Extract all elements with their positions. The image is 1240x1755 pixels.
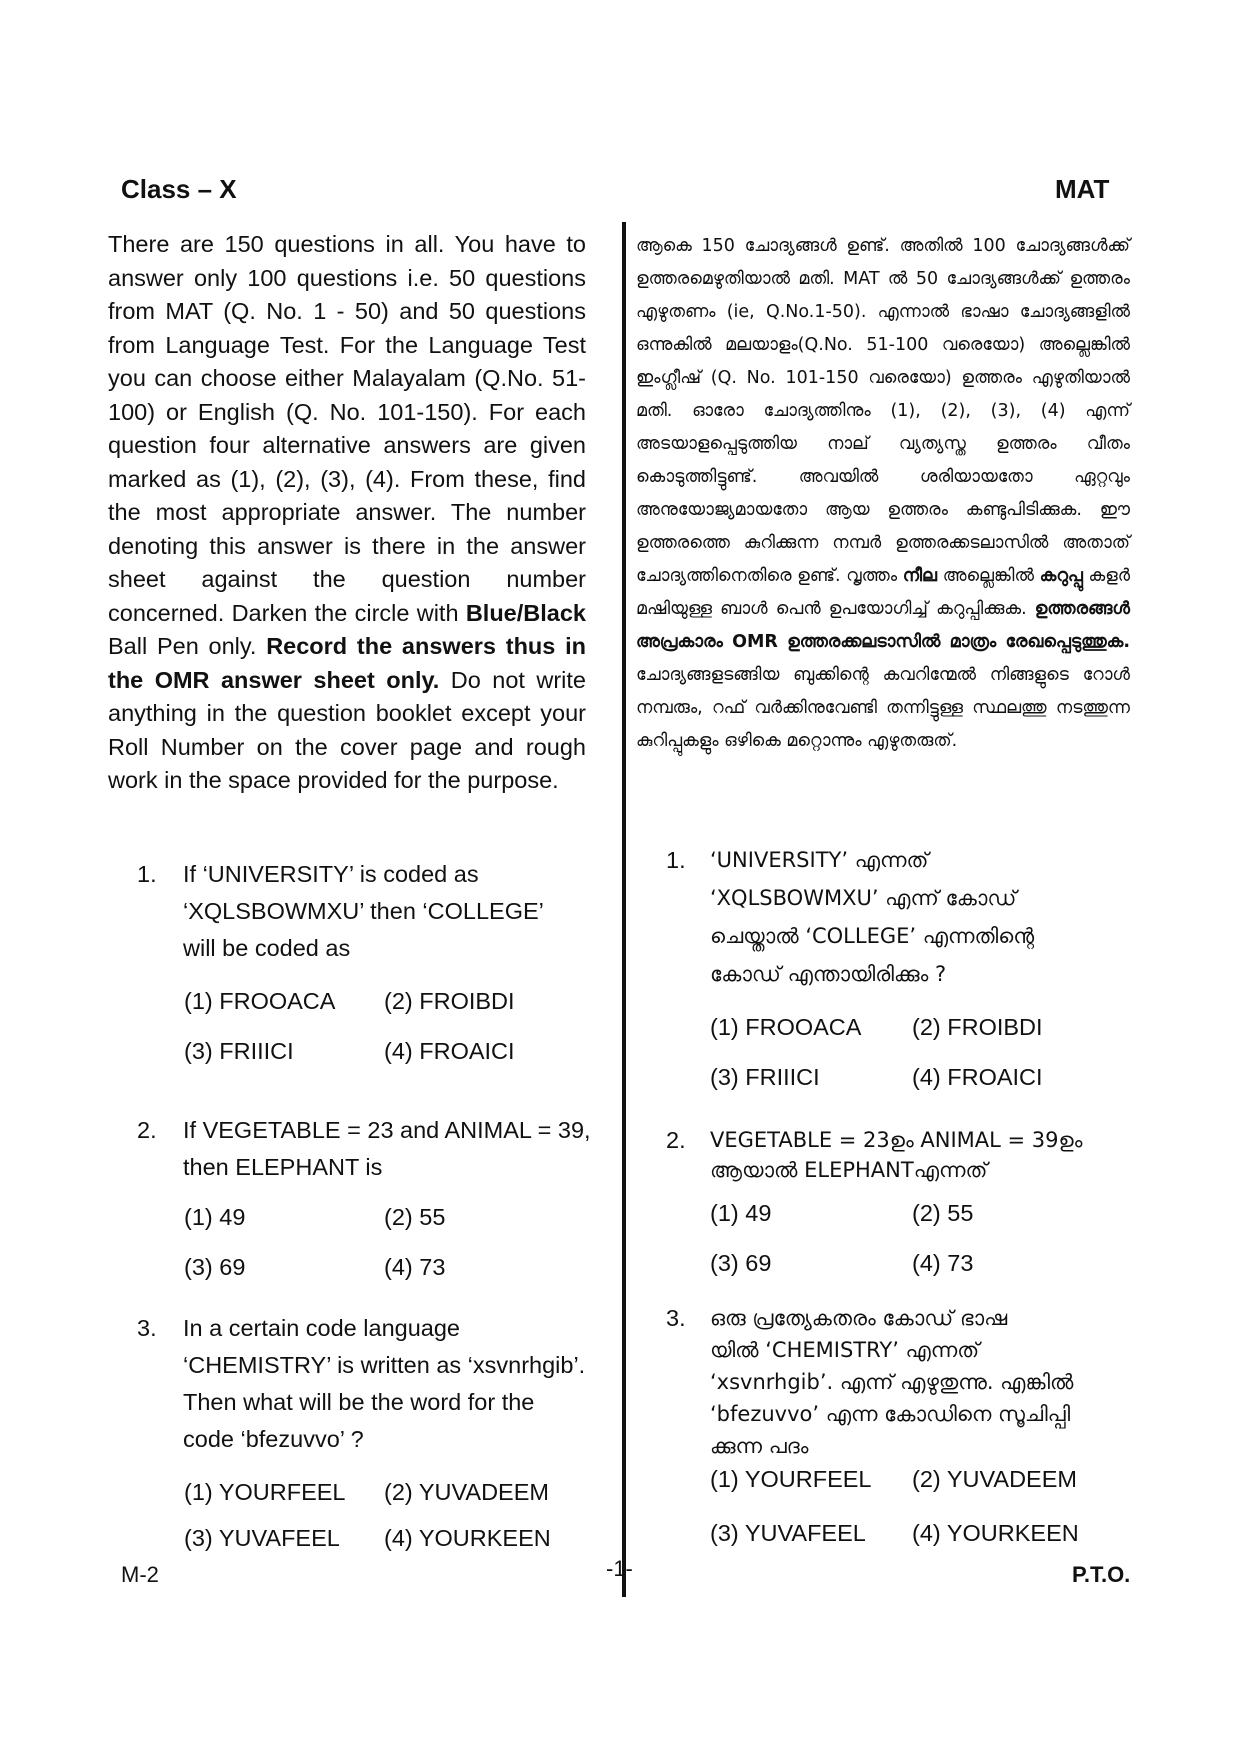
ml-instr-text-4: ചോദ്യങ്ങളടങ്ങിയ ബുക്കിന്റെ കവറിന്മേൽ നിങ്ങളുടെ റോൾ നമ്പരും, റഫ് വർക്കിനുവേണ്ടി തന്നിട്ടുള്ള സ്ഥലത്തു നടത്തുന്ന കുറിപ്പുകളും ഒഴികെ മറ്റൊന്നും എഴുതരുത്. [636,665,1130,751]
pto-label: P.T.O. [1072,1562,1131,1587]
question-number: 2. [666,1127,686,1153]
instr-text-2: Ball Pen only. [108,633,267,659]
option: (4) YOURKEEN [912,1520,1079,1546]
question-line: ‘UNIVERSITY’ എന്നത് [710,848,929,872]
option: (4) FROAICI [384,1038,515,1064]
option: (3) YUVAFEEL [710,1520,866,1546]
question-line: ക്കുന്ന പദം [710,1434,809,1458]
question-en-1 [137,856,597,976]
option: (4) 73 [384,1254,446,1280]
option: (4) FROAICI [912,1064,1043,1090]
class-label: Class – X [121,174,237,204]
option: (3) 69 [710,1250,772,1276]
option: (1) 49 [184,1204,246,1230]
page-code: M-2 [121,1562,159,1587]
question-line: Then what will be the word for the [183,1389,535,1415]
option: (1) YOURFEEL [184,1479,346,1505]
question-line: code ‘bfezuvvo’ ? [183,1426,364,1452]
option: (3) 69 [184,1254,246,1280]
question-ml-3 [666,1300,1136,1460]
option: (2) FROIBDI [384,988,515,1014]
ml-instr-text-1: ആകെ 150 ചോദ്യങ്ങൾ ഉണ്ട്. അതിൽ 100 ചോദ്യങ്ങൾക്ക് ഉത്തരമെഴുതിയാൽ മതി. MAT ൽ 50 ചോദ്യങ്ങൾക്ക് ഉത്തരം എഴുതണം (ie, Q.No.1-50). എന്നാൽ ഭാഷാ ചോദ്യങ്ങളിൽ ഒന്നുകിൽ മലയാളം(Q.No. 51-100 വരെയോ) അല്ലെങ്കിൽ ഇംഗ്ലീഷ് (Q. No. 101-150 വരെയോ) ഉത്തരം എഴുതിയാൽ മതി. ഓരോ ചോദ്യത്തിനും (1), (2), (3), (4) എന്ന് അടയാളപ്പെടുത്തിയ നാല് വ്യത്യസ്ത ഉത്തരം വീതം കൊടുത്തിട്ടുണ്ട്. അവയിൽ ശരിയായതോ ഏറ്റവും അനുയോജ്യമായതോ ആയ ഉത്തരം കണ്ടുപിടിക്കുക. ഈ ഉത്തരത്തെ കുറിക്കുന്ന നമ്പർ ഉത്തരക്കടലാസിൽ അതാത് ചോദ്യത്തിനെതിരെ ഉണ്ട്. വൃത്തം [636,236,1130,586]
question-line: will be coded as [183,935,351,961]
option: (4) YOURKEEN [384,1525,551,1551]
option: (4) 73 [912,1250,974,1276]
question-line: then ELEPHANT is [183,1154,383,1180]
option: (2) YUVADEEM [912,1466,1077,1492]
question-line: ഒരു പ്രത്യേകതരം കോഡ് ഭാഷ [710,1306,1008,1330]
subject-label: MAT [1055,174,1110,204]
option: (3) FRIIICI [710,1064,820,1090]
malayalam-instructions [636,230,1130,758]
column-divider [622,222,626,1597]
question-line: If ‘UNIVERSITY’ is coded as [183,861,479,887]
question-number: 3. [666,1305,686,1331]
question-line: ചെയ്താൽ ‘COLLEGE’ എന്നതിന്റെ [710,924,1035,948]
option: (1) FROOACA [184,988,336,1014]
question-line: ‘CHEMISTRY’ is written as ‘xsvnrhgib’. [183,1352,586,1378]
option: (3) YUVAFEEL [184,1525,340,1551]
option: (1) FROOACA [710,1014,862,1040]
instr-bold-1: Blue/Black [465,599,586,626]
question-number: 2. [137,1117,157,1143]
question-line: കോഡ് എന്തായിരിക്കും ? [710,962,947,986]
ml-instr-bold-3: ഉത്തരങ്ങൾ അപ്രകാരം OMR ഉത്തരക്കലടാസിൽ മാത്രം രേഖപ്പെടുത്തുക. [636,599,1130,652]
question-line: ‘xsvnrhgib’. എന്ന് എഴുതുന്നു. എങ്കിൽ [710,1370,1074,1394]
english-instructions [108,228,586,798]
question-line: If VEGETABLE = 23 and ANIMAL = 39, [183,1117,591,1143]
option: (2) 55 [912,1200,974,1226]
question-number: 1. [137,861,157,887]
question-line: In a certain code language [183,1315,460,1341]
question-line: ‘XQLSBOWMXU’ then ‘COLLEGE’ [183,898,544,924]
option: (2) YUVADEEM [384,1479,549,1505]
instr-bold-2: Record the answers thus in the OMR answer sheet only. [108,633,586,693]
option: (2) 55 [384,1204,446,1230]
question-line: യിൽ ‘CHEMISTRY’ എന്നത് [710,1338,980,1362]
question-line: VEGETABLE = 23ഉം ANIMAL = 39ഉം [710,1128,1083,1152]
question-number: 1. [666,847,686,873]
question-en-3 [137,1310,597,1460]
page-number: -1- [606,1556,633,1581]
ml-instr-bold-2: കറുപ്പു [1039,566,1083,586]
question-line: ‘bfezuvvo’ എന്ന കോഡിനെ സൂചിപ്പി [710,1402,1071,1426]
option: (1) 49 [710,1200,772,1226]
ml-instr-bold-1: നീല [902,566,938,586]
option: (1) YOURFEEL [710,1466,872,1492]
instr-text-3: Do not write anything in the question booklet except your Roll Number on the cover page and rough work in the space provided for the purpose. [108,666,586,793]
question-line: ‘XQLSBOWMXU’ എന്ന് കോഡ് [710,886,1017,910]
ml-instr-text-3: കളർ മഷിയുള്ള ബാൾ പെൻ ഉപയോഗിച്ച് കറുപ്പിക്കുക. [636,566,1130,619]
question-number: 3. [137,1315,157,1341]
option: (2) FROIBDI [912,1014,1043,1040]
question-en-2 [137,1112,597,1192]
instr-text-1: There are 150 questions in all. You have to answer only 100 questions i.e. 50 questions from MAT (Q. No. 1 - 50) and 50 questions from Language Test. For the Language Test you can choose either Malayalam (Q.No. 51-100) or English (Q. No. 101-150). For each question four alternative answers are given marked as (1), (2), (3), (4). From these, find the most appropriate answer. The number denoting this answer is there in the answer sheet against the question number concerned. Darken the circle with [108,231,586,626]
question-line: ആയാൽ ELEPHANTഎന്നത് [710,1158,988,1182]
option: (3) FRIIICI [184,1038,294,1064]
question-ml-1 [666,842,1136,1002]
ml-instr-text-2: അല്ലെങ്കിൽ [937,566,1040,586]
question-ml-2 [666,1122,1136,1202]
